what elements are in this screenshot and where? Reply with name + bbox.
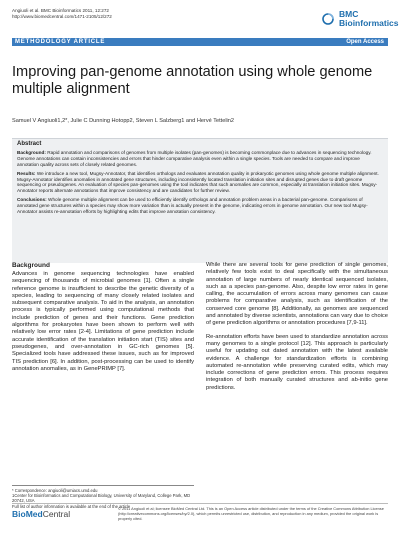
abstract-results bbox=[17, 171, 383, 195]
article-type-label: METHODOLOGY ARTICLE bbox=[15, 38, 106, 45]
background-text: Rapid annotation and comparisons of genomes from multiple isolates (pan-genomes) is becoming commonplace due to advances in sequencing technology. Genome annotations can contain inconsistencies and errors that hinder comparative analysis even within a single species. Tools are needed to compare and improve annotation quality across sets of closely related genomes. bbox=[17, 149, 372, 167]
abstract-heading: Abstract bbox=[17, 141, 42, 147]
journal-swirl-icon bbox=[322, 13, 334, 25]
author-list: Samuel V Angiuoli1,2*, Julie C Dunning Hotopp2, Steven L Salzberg1 and Hervé Tettelin2 bbox=[12, 118, 235, 124]
abstract-conclusions bbox=[17, 197, 383, 215]
body-paragraph: Re-annotation efforts have been used to standardize annotation across many genomes to a single protocol [12]. This approach is particularly useful for updating out dated annotation with the latest available evidence. A challenge for standardization efforts is combining automated re-annotation while preserving curated edits, which may include corrections of gene prediction errors. This process requires integration of both manually curated structures and ab-initio gene predictions. bbox=[206, 333, 388, 391]
article-title: Improving pan-genome annotation using whole genome multiple alignment bbox=[12, 64, 373, 97]
article-type-banner bbox=[12, 38, 388, 46]
body-paragraph: Advances in genome sequencing technologies have enabled sequencing of thousands of microbial genomes [1]. Often a single reference genome is insufficient to describe the genetic diversity of a species, leading to sequencing of many closely related isolates and subsequent comparative analysis. To aid in the analysis, an annotation process is typically performed using computational methods that include prediction of genes and their functions. Gene prediction algorithms for prokaryotes have been shown to perform well with relatively low error rates [2-4]. Limitations of gene prediction include accurate identification of the translation initiation start (TIS) sites and pseudogenes, and over-annotation in GC-rich genomes [5]. Specialized tools have addressed these issues, such as for improved TIS prediction [6]. In addition, post-processing can be used to identify annotation anomalies, as in GenePRIMP [7]. bbox=[12, 271, 194, 372]
conclusions-label: Conclusions: bbox=[17, 197, 47, 203]
running-header bbox=[12, 8, 112, 20]
page-footer bbox=[12, 503, 388, 526]
background-label: Background: bbox=[17, 149, 46, 155]
body-column-right bbox=[206, 262, 388, 398]
author-info-note: Full list of author information is available at the end of the article bbox=[12, 503, 131, 509]
results-label: Results: bbox=[17, 170, 36, 176]
citation-line: Angiuoli et al. BMC Bioinformatics 2011, 12:272 bbox=[12, 8, 109, 13]
journal-name-line2: Bioinformatics bbox=[339, 18, 399, 28]
journal-name-line1: BMC bbox=[339, 9, 359, 19]
article-url[interactable]: http://www.biomedcentral.com/1471-2105/12/272 bbox=[12, 14, 112, 19]
background-section-heading: Background bbox=[12, 262, 50, 269]
results-text: We introduce a new tool, Mugsy-Annotator, that identifies orthologs and evaluates annotation quality in prokaryotic genomes using whole genome multiple alignment. Mugsy-Annotator identifies anomalies in annotated gene structures, including inconsistently located translation initiation sites and disrupted genes due to draft genome sequencing or pseudogenes. An evaluation of species pan-genomes using the tool indicates that such anomalies are common, especially at translation initiation sites. Mugsy-Annotator reports alternate annotations that improve consistency and are candidates for further review. bbox=[17, 170, 379, 194]
publisher-name-part2: Central bbox=[42, 509, 71, 519]
conclusions-text: Whole genome multiple alignment can be used to efficiently identify orthologs and annotation problem areas in a bacterial pan-genome. Comparisons of annotated gene structures within a species may show more variation than is actually present in the genome, indicating errors in genome annotation. Our new tool Mugsy-Annotator assists re-annotation efforts by highlighting edits that improve annotation consistency. bbox=[17, 197, 368, 215]
body-paragraph: While there are several tools for gene prediction of single genomes, relatively few tools exist to deal specifically with the simultaneous annotation of large numbers of nearly identical sequenced isolates, such as a species pan-genome. Also, despite low error rates in gene calling, the accumulation of errors across many genomes can cause problems for comparative analysis, such as identification of the conserved core genome [8]. Additionally, as genomes are sequenced and annotated by diverse scientists, annotations can vary due to choice of gene prediction algorithms or annotation procedures [7,9-11]. bbox=[206, 262, 388, 327]
publisher-name-part1: BioMed bbox=[12, 509, 43, 519]
body-column-left bbox=[12, 262, 194, 379]
journal-logo bbox=[322, 9, 399, 31]
license-text: © 2011 Angiuoli et al; licensee BioMed Central Ltd. This is an Open Access article distributed under the terms of the Creative Commons Attribution License (http://creativecommons.org/licenses/by/2.0), which permits unrestricted use, distribution, and reproduction in any medium, provided the original work is properly cited. bbox=[118, 506, 384, 521]
open-access-label: Open Access bbox=[346, 38, 384, 45]
correspondence-email[interactable]: * Correspondence: angiuoli@umiacs.umd.edu bbox=[12, 488, 98, 493]
affiliation-note: 1Center for Bioinformatics and Computational Biology, University of Maryland, College Park, MD 20742, USA bbox=[12, 493, 191, 504]
abstract-box bbox=[12, 138, 388, 263]
abstract-background bbox=[17, 150, 383, 168]
publisher-logo bbox=[12, 509, 70, 519]
